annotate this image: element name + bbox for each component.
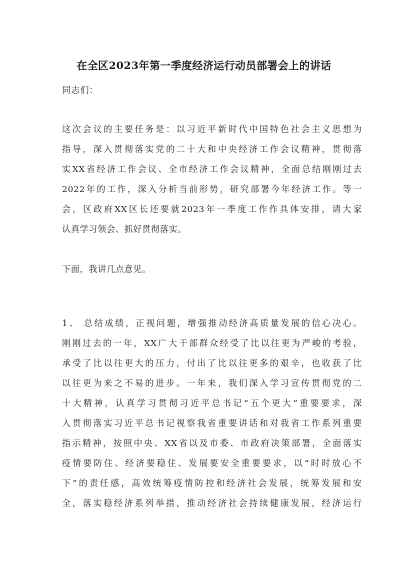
paragraph-line: 指示精神，按照中央、XX省以及市委、市政府决策部署，全面落实 (62, 439, 362, 449)
paragraph-line: 1、 总结成绩，正视问题，增强推动经济高质量发展的信心决心。 (62, 319, 362, 329)
paragraph-line: 十大精神，认真学习贯彻习近平总书记“五个更大”重要要求，深 (62, 399, 362, 409)
document-title: 在全区2023年第一季度经济运行动员部署会上的讲话 (76, 60, 332, 72)
paragraph-line: 以往更为来之不易的进步。一年来，我们深入学习宣传贯彻党的二 (62, 379, 362, 389)
paragraph-line: 指导，深入贯彻落实党的二十大和中央经济工作会议精神，贯彻落 (62, 145, 362, 155)
paragraph-line: 入贯彻落实习近平总书记视察我省重要讲话和对我省工作系列重要 (62, 419, 362, 429)
paragraph-line: 这次会议的主要任务是：以习近平新时代中国特色社会主义思想为 (62, 125, 362, 135)
paragraph-line: 疫情要防住、经济要稳住、发展要安全重要要求，以“时时放心不 (62, 459, 362, 469)
paragraph-line: 认真学习领会、抓好贯彻落实。 (62, 225, 187, 235)
paragraph-line: 刚刚过去的一年，XX广大干部群众经受了比以往更为严峻的考验， (62, 339, 362, 349)
paragraph-line: 承受了比以往更大的压力，付出了比以往更多的艰辛，也收获了比 (62, 359, 362, 369)
paragraph-line: 下”的责任感，高效统筹疫情防控和经济社会发展，统筹发展和安 (62, 479, 362, 489)
paragraph-line: 2022年的工作，深入分析当前形势，研究部署今年经济工作。等一 (62, 185, 362, 195)
paragraph-line: 全，落实稳经济系列举措，推动经济社会持续健康发展，经济运行 (62, 499, 362, 509)
salutation: 同志们： (62, 86, 99, 96)
paragraph-line: 会，区政府XX区长还要就2023年一季度工作作具体安排，请大家 (62, 205, 362, 215)
paragraph-line: 实XX省经济工作会议、全市经济工作会议精神，全面总结刚刚过去 (62, 165, 362, 175)
paragraph-line: 下面，我讲几点意见。 (62, 265, 151, 275)
